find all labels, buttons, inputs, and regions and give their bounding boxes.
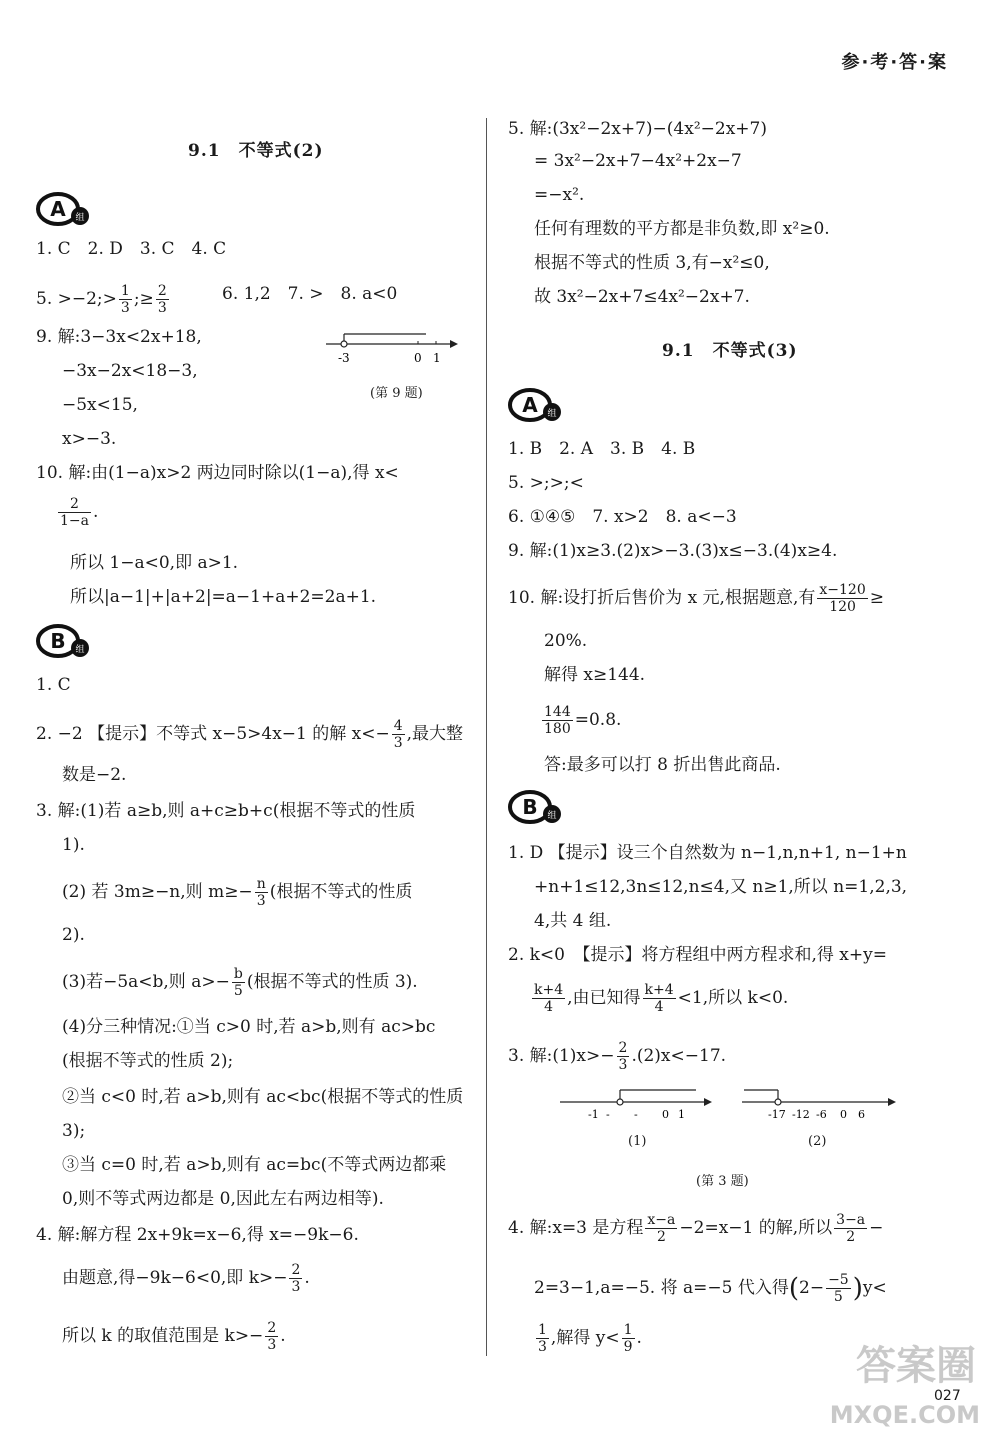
answer-line: ②当 c<0 时,若 a>b,则有 ac<bc(根据不等式的性质 <box>62 1087 464 1107</box>
answer-line: 4. 解:解方程 2x+9k=x−6,得 x=−9k−6. <box>36 1225 359 1245</box>
answer-line: $\frac{k+4}{4}$ ,由已知得 $\frac{k+4}{4}$ <1,所以 k<0. <box>534 982 789 1015</box>
section-title-left: 9.1 不等式(2) <box>188 141 324 161</box>
page-header: 参·考·答·案 <box>841 52 948 73</box>
answer-line: 9. 解:(1)x≥3.(2)x>−3.(3)x≤−3.(4)x≥4. <box>508 541 838 561</box>
tick-label: -1 <box>588 1108 599 1121</box>
tick-label: 0 <box>662 1108 669 1121</box>
answer-line: 由题意,得−9k−6<0,即 k>− $\frac{2}{3}$ . <box>62 1262 310 1295</box>
tick-label: - <box>606 1108 610 1121</box>
answer-line: (3)若−5a<b,则 a>− $\frac{b}{5}$ (根据不等式的性质 3). <box>62 966 418 999</box>
answer-line: 解得 x≥144. <box>544 665 646 685</box>
section-title-right: 9.1 不等式(3) <box>662 341 798 361</box>
answer-line: 4. 解:x=3 是方程 $\frac{x-a}{2}$ −2=x−1 的解,所以 $\frac{3-a}{2}$ − <box>508 1212 884 1245</box>
answer-line: 10. 解:由(1−a)x>2 两边同时除以(1−a),得 x< <box>36 463 399 483</box>
tick-label: -3 <box>338 351 350 365</box>
tick-label: 6 <box>858 1108 865 1121</box>
number-line-fig3-2 <box>740 1084 900 1134</box>
answer-line: (4)分三种情况:①当 c>0 时,若 a>b,则有 ac>bc <box>62 1017 436 1037</box>
answer-line: 10. 解:设打折后售价为 x 元,根据题意,有 $\frac{x-120}{120}$ ≥ <box>508 582 884 615</box>
answer-line: =−x². <box>534 185 585 205</box>
svg-text:A: A <box>522 393 538 417</box>
svg-text:组: 组 <box>75 645 85 655</box>
answer-line: 故 3x²−2x+7≤4x²−2x+7. <box>534 287 750 307</box>
answer-line: −5x<15, <box>62 395 138 415</box>
tick-label: 0 <box>414 351 422 365</box>
answer-line: $\frac{2}{1-a}$ . <box>60 496 99 529</box>
answer-line: 2. k<0 【提示】将方程组中两方程求和,得 x+y= <box>508 945 887 965</box>
answer-line: 1. C <box>36 675 71 695</box>
svg-text:B: B <box>50 629 66 653</box>
answer-line: (2) 若 3m≥−n,则 m≥− $\frac{n}{3}$ (根据不等式的性质 <box>62 876 413 909</box>
svg-text:B: B <box>522 795 538 819</box>
answer-line: −3x−2x<18−3, <box>62 361 198 381</box>
figure-sub-caption: (2) <box>808 1134 827 1149</box>
answer-line: = 3x²−2x+7−4x²+2x−7 <box>534 151 742 171</box>
answer-line: ③当 c=0 时,若 a>b,则有 ac=bc(不等式两边都乘 <box>62 1155 447 1175</box>
answer-line: 1. C 2. D 3. C 4. C <box>36 239 227 259</box>
svg-text:组: 组 <box>75 213 85 223</box>
answer-line: 6. 1,2 7. > 8. a<0 <box>222 284 398 304</box>
answer-line: 答:最多可以打 8 折出售此商品. <box>544 755 781 775</box>
b-group-badge-icon <box>508 790 562 824</box>
answer-line: 20%. <box>544 631 588 651</box>
svg-text:组: 组 <box>547 409 557 419</box>
page-number: 027 <box>934 1388 961 1404</box>
answer-line: 1). <box>62 835 85 855</box>
answer-line: 根据不等式的性质 3,有−x²≤0, <box>534 253 770 273</box>
answer-line: 4,共 4 组. <box>534 911 612 931</box>
answer-line: 3); <box>62 1121 86 1141</box>
answer-line: 5. >−2;> $\frac{1}{3}$ ;≥ $\frac{2}{3}$ <box>36 283 167 316</box>
number-line-fig3-1 <box>558 1084 718 1134</box>
answer-line: 所以|a−1|+|a+2|=a−1+a+2=2a+1. <box>70 587 377 607</box>
tick-label: 1 <box>678 1108 685 1121</box>
tick-label: -17 <box>768 1108 786 1121</box>
a-group-badge-icon <box>508 388 562 422</box>
answer-line: +n+1≤12,3n≤12,n≤4,又 n≥1,所以 n=1,2,3, <box>534 877 908 897</box>
answer-line: 9. 解:3−3x<2x+18, <box>36 327 202 347</box>
figure-caption: (第 3 题) <box>696 1174 749 1189</box>
answer-line: 数是−2. <box>62 765 127 785</box>
answer-line: $\frac{144}{180}$ =0.8. <box>544 704 622 737</box>
number-line-fig9 <box>322 324 462 374</box>
answer-line: 1. B 2. A 3. B 4. B <box>508 439 696 459</box>
answer-line: 2). <box>62 925 85 945</box>
answer-line: (根据不等式的性质 2); <box>62 1051 234 1071</box>
answer-line: 5. >;>;< <box>508 473 584 493</box>
answer-line: 所以 1−a<0,即 a>1. <box>70 553 239 573</box>
answer-line: 任何有理数的平方都是非负数,即 x²≥0. <box>534 219 830 239</box>
figure-sub-caption: (1) <box>628 1134 647 1149</box>
answer-line: x>−3. <box>62 429 117 449</box>
watermark-url: MXQE.COM <box>829 1401 980 1429</box>
tick-label: 1 <box>433 351 441 365</box>
answer-line: 0,则不等式两边都是 0,因此左右两边相等). <box>62 1189 384 1209</box>
tick-label: -12 <box>792 1108 810 1121</box>
answer-line: 6. ①④⑤ 7. x>2 8. a<−3 <box>508 507 737 527</box>
figure-caption: (第 9 题) <box>370 386 423 401</box>
column-divider <box>486 118 487 1356</box>
answer-line: 2. −2 【提示】不等式 x−5>4x−1 的解 x<− $\frac{4}{3}$ ,最大整 <box>36 718 464 751</box>
a-group-badge-icon <box>36 192 90 226</box>
b-group-badge-icon <box>36 624 90 658</box>
answer-line: 5. 解:(3x²−2x+7)−(4x²−2x+7) <box>508 119 767 139</box>
answer-line: 2=3−1,a=−5. 将 a=−5 代入得(2− $\frac{-5}{5}$ )y< <box>534 1272 887 1305</box>
tick-label: -6 <box>816 1108 827 1121</box>
svg-text:组: 组 <box>547 811 557 821</box>
tick-label: - <box>634 1108 638 1121</box>
answer-line: 3. 解:(1)x>− $\frac{2}{3}$ .(2)x<−17. <box>508 1040 727 1073</box>
watermark-logo: 答案圈 <box>856 1343 976 1389</box>
answer-line: $\frac{1}{3}$ ,解得 y< $\frac{1}{9}$ . <box>538 1322 642 1355</box>
answer-line: 所以 k 的取值范围是 k>− $\frac{2}{3}$ . <box>62 1320 286 1353</box>
svg-text:A: A <box>50 197 66 221</box>
tick-label: 0 <box>840 1108 847 1121</box>
answer-line: 1. D 【提示】设三个自然数为 n−1,n,n+1, n−1+n <box>508 843 907 863</box>
answer-line: 3. 解:(1)若 a≥b,则 a+c≥b+c(根据不等式的性质 <box>36 801 416 821</box>
